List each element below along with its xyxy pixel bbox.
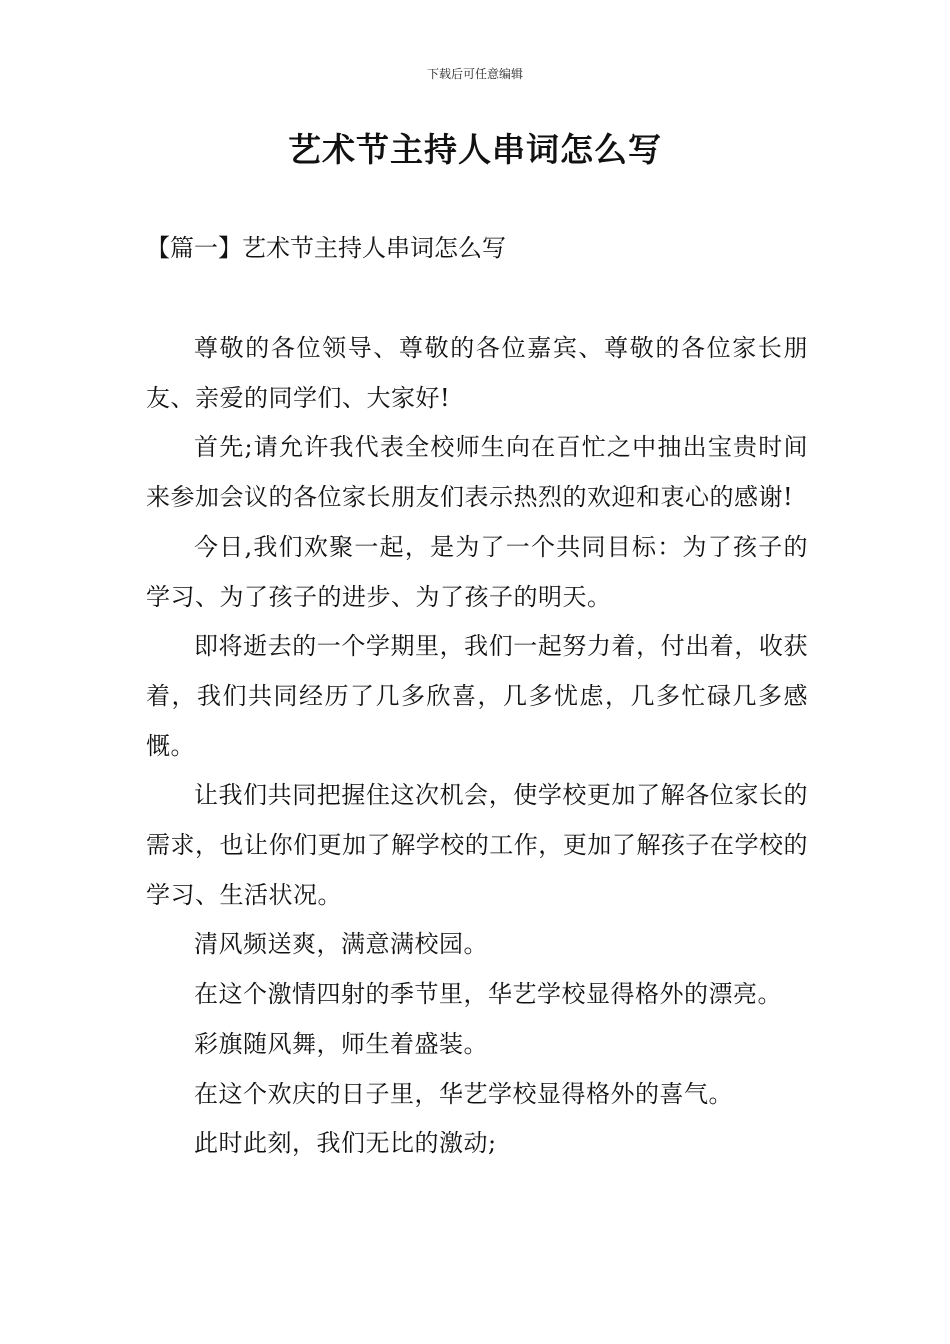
paragraph: 让我们共同把握住这次机会，使学校更加了解各位家长的需求，也让你们更加了解学校的工作，更加了解孩子在学校的学习、生活状况。 [146, 781, 808, 909]
paragraph: 尊敬的各位领导、尊敬的各位嘉宾、尊敬的各位家长朋友、亲爱的同学们、大家好! [146, 334, 808, 412]
body-text [146, 324, 808, 1169]
paragraph: 今日,我们欢聚一起，是为了一个共同目标：为了孩子的学习、为了孩子的进步、为了孩子的明天。 [146, 532, 808, 611]
document-title: 艺术节主持人串词怎么写 [288, 130, 662, 169]
paragraph: 彩旗随风舞，师生着盛装。 [194, 1029, 488, 1058]
paragraph: 即将逝去的一个学期里，我们一起努力着，付出着，收获着，我们共同经历了几多欣喜，几多忧虑，几多忙碌几多感慨。 [146, 632, 808, 760]
section-heading: 【篇一】艺术节主持人串词怎么写 [146, 234, 506, 262]
paragraph: 此时此刻，我们无比的激动; [194, 1129, 497, 1158]
paragraph: 在这个欢庆的日子里，华艺学校显得格外的喜气。 [194, 1079, 733, 1108]
paragraph: 清风频送爽，满意满校园。 [194, 930, 488, 959]
header-note: 下载后可任意编辑 [426, 67, 523, 81]
paragraph: 首先;请允许我代表全校师生向在百忙之中抽出宝贵时间来参加会议的各位家长朋友们表示热烈的欢迎和衷心的感谢! [146, 433, 808, 512]
paragraph: 在这个激情四射的季节里，华艺学校显得格外的漂亮。 [194, 980, 782, 1009]
